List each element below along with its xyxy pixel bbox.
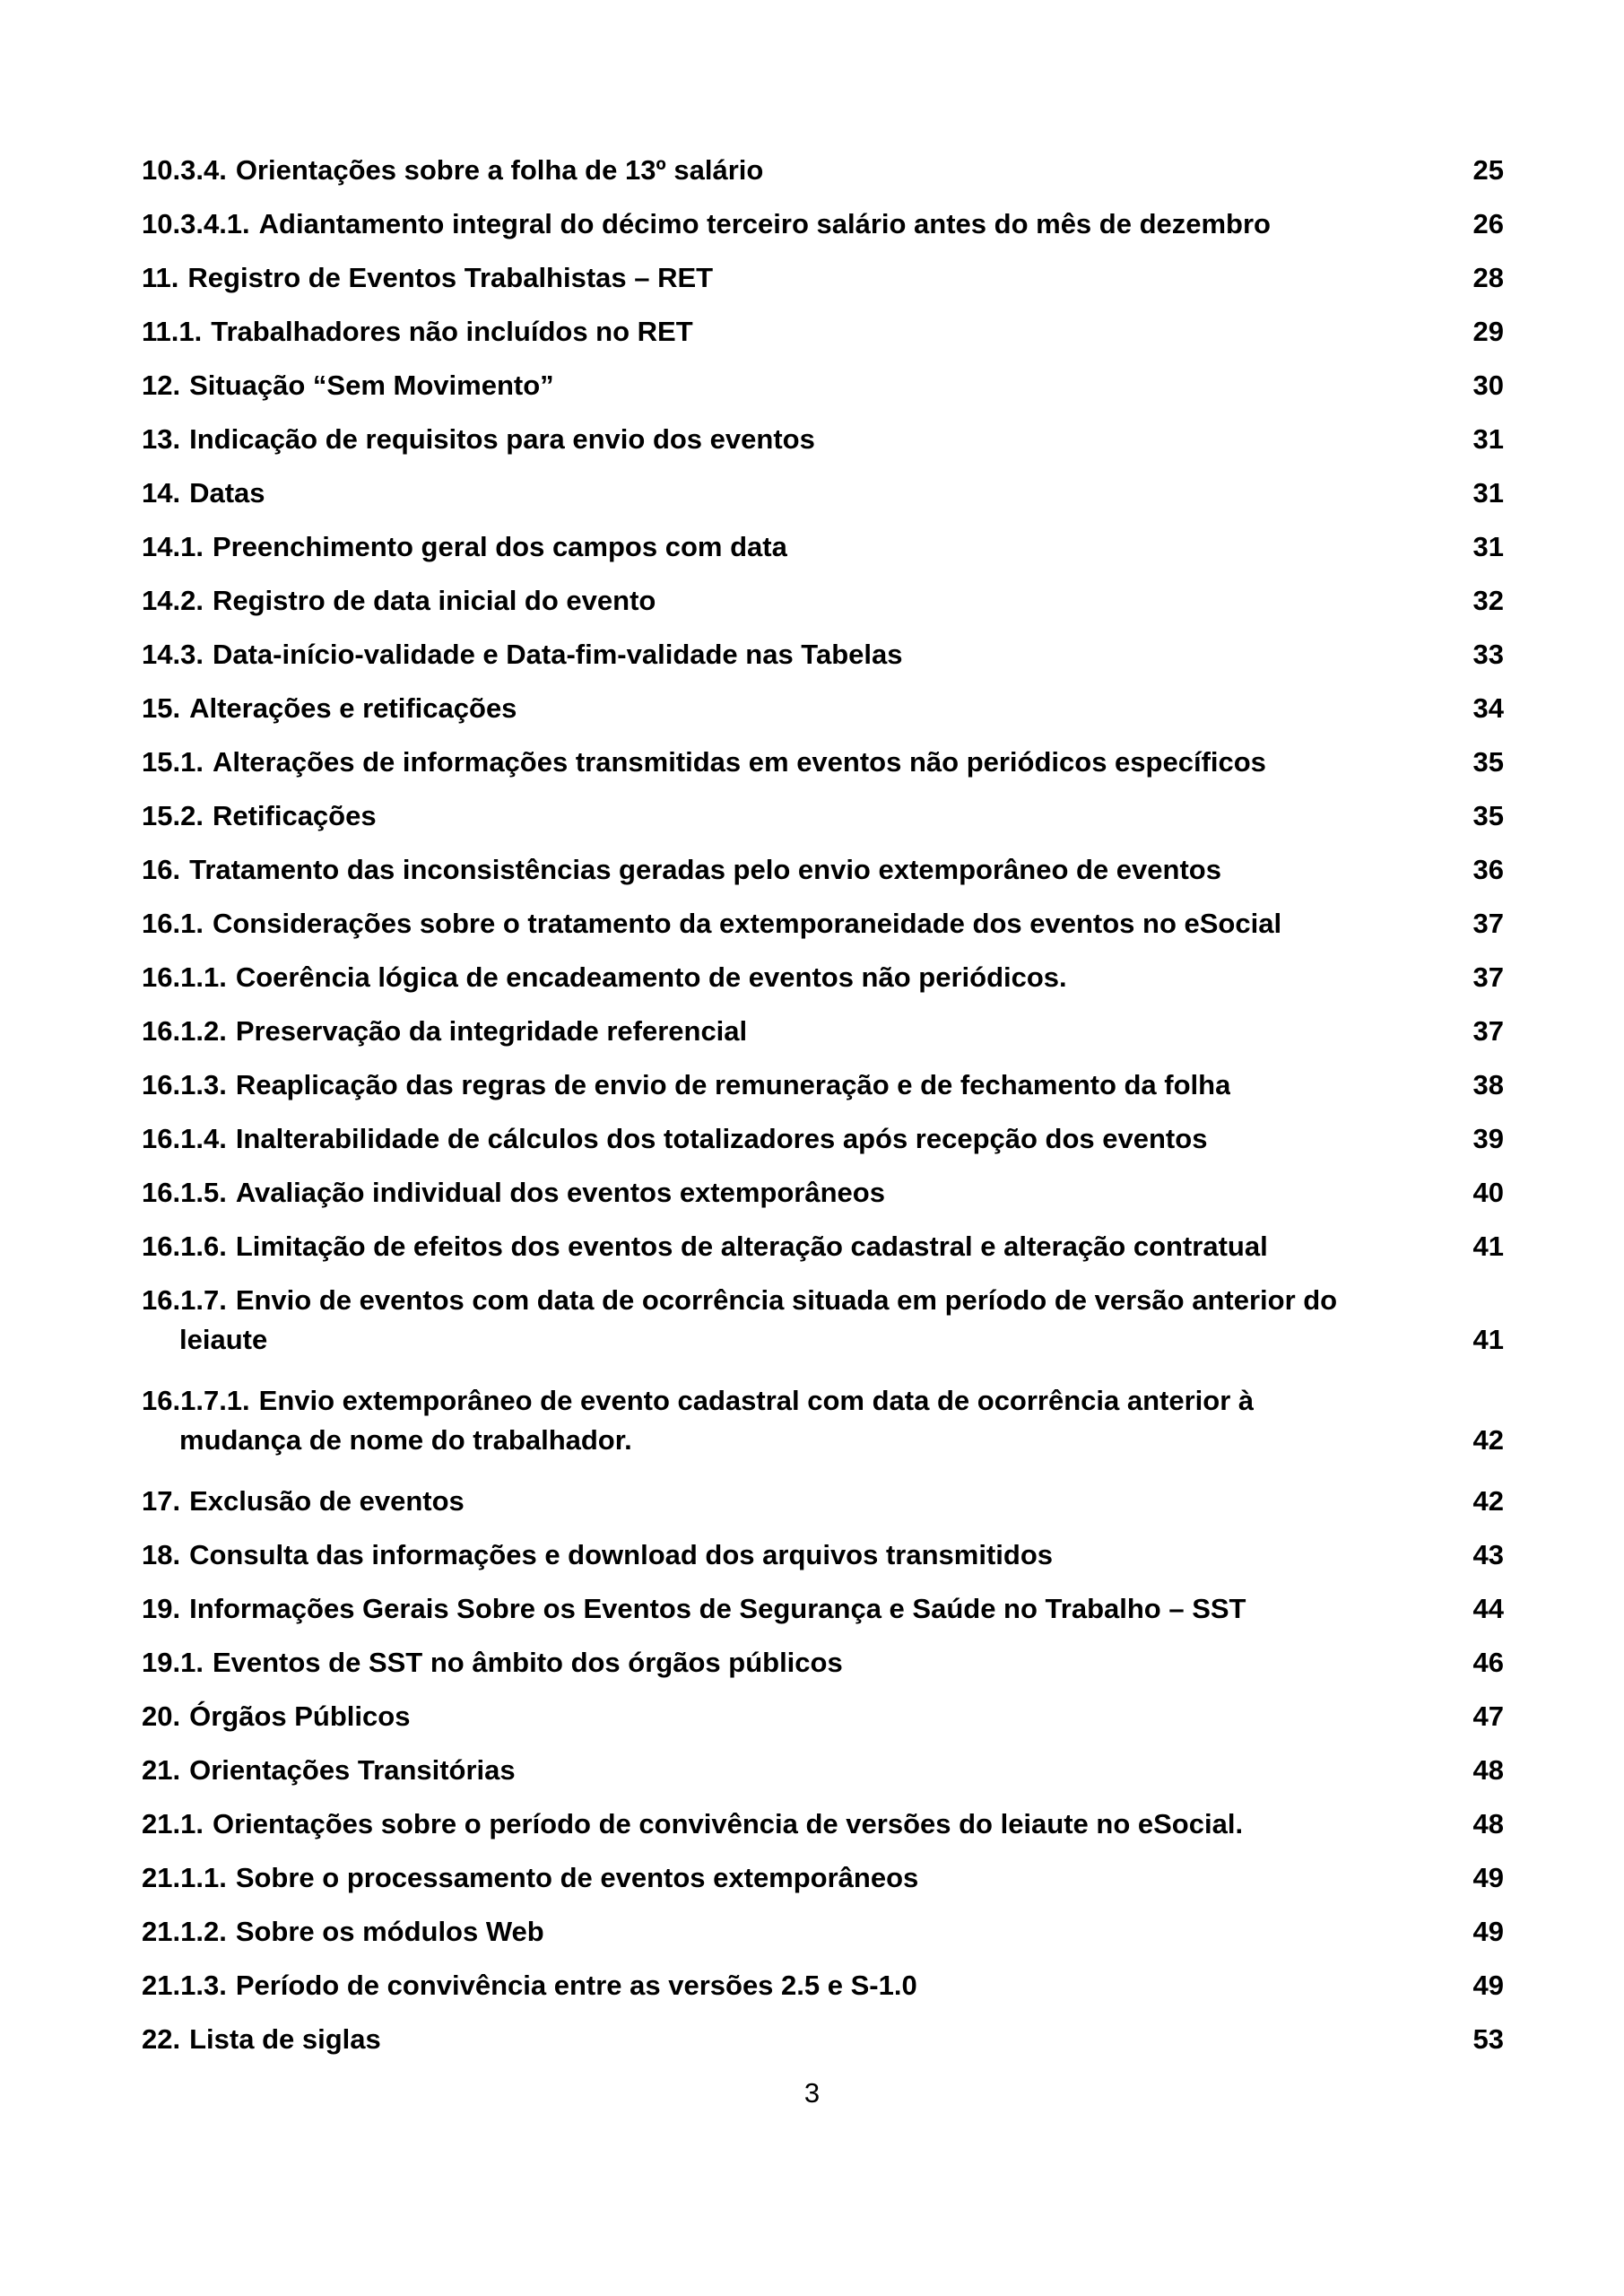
toc-entry-title: Período de convivência entre as versões 2.5 e S-1.0 [235, 1970, 917, 2001]
dot-leader [548, 1940, 1461, 1941]
toc-entry-page: 40 [1472, 1177, 1504, 1208]
dot-leader [1071, 986, 1461, 987]
dot-leader [636, 1448, 1461, 1449]
toc-entry-number: 16.1.6. [142, 1231, 227, 1262]
toc-entry-number: 16.1.2. [142, 1015, 227, 1047]
toc-entry-number: 16.1.5. [142, 1177, 227, 1208]
toc-entry-number: 16.1.1. [142, 961, 227, 993]
dot-leader [1270, 770, 1461, 771]
toc-entry[interactable] [142, 197, 1504, 251]
toc-entry[interactable] [142, 1905, 1504, 1959]
toc-entry[interactable] [142, 1636, 1504, 1690]
toc-entry-number: 21. [142, 1754, 181, 1786]
toc-entry-title: Retificações [212, 800, 377, 831]
toc-entry[interactable] [142, 144, 1504, 197]
toc-entry[interactable] [142, 1959, 1504, 2013]
toc-entry-title: Envio extemporâneo de evento cadastral com data de ocorrência anterior à [258, 1385, 1255, 1416]
toc-entry-title: Orientações Transitórias [189, 1754, 516, 1786]
toc-entry-number: 10.3.4.1. [142, 208, 250, 239]
toc-entry-title: Preenchimento geral dos campos com data [212, 531, 787, 562]
toc-entry-page: 44 [1472, 1593, 1504, 1624]
toc-entry-page: 34 [1472, 692, 1504, 724]
toc-entry-number: 21.1.3. [142, 1970, 227, 2001]
toc-entry[interactable] [142, 1281, 1504, 1374]
page-number: 3 [803, 2077, 821, 2109]
toc-entry-number: 16.1. [142, 908, 204, 939]
toc-entry-number: 16.1.7.1. [142, 1385, 250, 1416]
toc-entry-page: 31 [1472, 531, 1504, 562]
toc-entry-number: 11. [142, 262, 179, 293]
dot-leader [697, 340, 1461, 341]
toc-entry-page: 25 [1472, 154, 1504, 186]
dot-leader [468, 1509, 1461, 1510]
dot-leader [1272, 1255, 1461, 1256]
toc-entry-page: 37 [1472, 961, 1504, 993]
toc-entry[interactable] [142, 682, 1504, 735]
toc-entry-page: 42 [1472, 1424, 1504, 1456]
toc-entry-page: 35 [1472, 800, 1504, 831]
toc-entry-page: 28 [1472, 262, 1504, 293]
toc-entry-page: 35 [1472, 746, 1504, 778]
toc-entry-title: Informações Gerais Sobre os Eventos de Segurança e Saúde no Trabalho – SST [189, 1593, 1246, 1624]
toc-entry-page: 49 [1472, 1862, 1504, 1893]
toc-entry-title: Sobre os módulos Web [235, 1916, 544, 1947]
toc-entry-page: 31 [1472, 423, 1504, 455]
toc-entry[interactable] [142, 413, 1504, 466]
toc-entry-number: 16.1.7. [142, 1284, 227, 1316]
toc-entry-number: 21.1.2. [142, 1916, 227, 1947]
toc-entry-page: 32 [1472, 585, 1504, 616]
toc-entry[interactable] [142, 305, 1504, 359]
toc-entry-title: Lista de siglas [189, 2023, 381, 2055]
toc-entry[interactable] [142, 466, 1504, 520]
toc-entry[interactable] [142, 1058, 1504, 1112]
toc-entry-page: 31 [1472, 477, 1504, 509]
toc-entry-title: Alterações de informações transmitidas em eventos não periódicos específicos [212, 746, 1266, 778]
toc-entry-number: 11.1. [142, 316, 203, 347]
toc-entry-title: Trabalhadores não incluídos no RET [211, 316, 693, 347]
toc-entry-number: 15.1. [142, 746, 204, 778]
toc-entry-title: Sobre o processamento de eventos extemporâneos [235, 1862, 919, 1893]
dot-leader [1056, 1563, 1461, 1564]
toc-entry-page: 53 [1472, 2023, 1504, 2055]
dot-leader [847, 1671, 1461, 1672]
toc-entry-number: 14.2. [142, 585, 204, 616]
toc-entry-page: 43 [1472, 1539, 1504, 1570]
toc-entry-page: 47 [1472, 1700, 1504, 1732]
toc-entry-number: 18. [142, 1539, 181, 1570]
toc-entry-number: 14.1. [142, 531, 204, 562]
dot-leader [520, 717, 1461, 718]
toc-entry-page: 38 [1472, 1069, 1504, 1100]
toc-entry-number: 16.1.3. [142, 1069, 227, 1100]
dot-leader [558, 394, 1461, 395]
toc-entry[interactable] [142, 2013, 1504, 2066]
toc-entry-page: 49 [1472, 1916, 1504, 1947]
toc-entry-title: Situação “Sem Movimento” [189, 370, 554, 401]
dot-leader [921, 1994, 1461, 1995]
toc-entry-title: Data-início-validade e Data-fim-validade nas Tabelas [212, 639, 903, 670]
dot-leader [1250, 1617, 1462, 1618]
toc-entry-page: 26 [1472, 208, 1504, 239]
toc-entry-page: 42 [1472, 1485, 1504, 1517]
toc-entry-number: 15.2. [142, 800, 204, 831]
toc-entry-title: Orientações sobre a folha de 13º salário [235, 154, 764, 186]
toc-entry-page: 39 [1472, 1123, 1504, 1154]
toc-entry-title: Coerência lógica de encadeamento de eventos não periódicos. [235, 961, 1067, 993]
toc-entry-number: 22. [142, 2023, 181, 2055]
dot-leader [380, 824, 1461, 825]
toc-entry[interactable] [142, 1797, 1504, 1851]
toc-entry-title: Registro de data inicial do evento [212, 585, 656, 616]
toc-entry[interactable] [142, 574, 1504, 628]
toc-entry[interactable] [142, 1582, 1504, 1636]
dot-leader [767, 178, 1461, 179]
toc-entry-title: Consulta das informações e download dos arquivos transmitidos [189, 1539, 1054, 1570]
toc-entry-number: 10.3.4. [142, 154, 227, 186]
dot-leader [1211, 1147, 1461, 1148]
toc-entry-page: 29 [1472, 316, 1504, 347]
toc-entry[interactable] [142, 1004, 1504, 1058]
toc-entry-number: 20. [142, 1700, 181, 1732]
toc-entry[interactable] [142, 1112, 1504, 1166]
toc-entry-number: 14.3. [142, 639, 204, 670]
dot-leader [271, 1348, 1461, 1349]
toc-entry[interactable] [142, 520, 1504, 574]
toc-entry-page: 48 [1472, 1808, 1504, 1839]
toc-entry-title: Tratamento das inconsistências geradas pelo envio extemporâneo de eventos [189, 854, 1221, 885]
toc-entry-page: 33 [1472, 639, 1504, 670]
toc-entry[interactable] [142, 735, 1504, 789]
toc-entry-title: Limitação de efeitos dos eventos de alteração cadastral e alteração contratual [235, 1231, 1268, 1262]
toc-entry[interactable] [142, 628, 1504, 682]
toc-entry-title: Exclusão de eventos [189, 1485, 465, 1517]
toc-entry-title: Inalterabilidade de cálculos dos totalizadores após recepção dos eventos [235, 1123, 1208, 1154]
toc-entry-title-continued: mudança de nome do trabalhador. [179, 1424, 632, 1456]
toc-entry-number: 16.1.4. [142, 1123, 227, 1154]
toc-entry[interactable] [142, 1220, 1504, 1274]
toc-entry[interactable] [142, 1528, 1504, 1582]
toc-entry-page: 30 [1472, 370, 1504, 401]
toc-entry-page: 48 [1472, 1754, 1504, 1786]
dot-leader [791, 555, 1461, 556]
toc-entry-title: Adiantamento integral do décimo terceiro salário antes do mês de dezembro [258, 208, 1271, 239]
toc-entry-title: Reaplicação das regras de envio de remuneração e de fechamento da folha [235, 1069, 1231, 1100]
dot-leader [413, 1725, 1461, 1726]
toc-entry-page: 49 [1472, 1970, 1504, 2001]
toc-entry-number: 13. [142, 423, 181, 455]
toc-entry[interactable] [142, 251, 1504, 305]
dot-leader [1234, 1093, 1461, 1094]
toc-entry-title: Registro de Eventos Trabalhistas – RET [187, 262, 714, 293]
toc-entry-page: 37 [1472, 908, 1504, 939]
dot-leader [906, 663, 1461, 664]
table-of-contents [142, 144, 1504, 2066]
toc-entry-title: Alterações e retificações [189, 692, 517, 724]
toc-entry[interactable] [142, 1851, 1504, 1905]
dot-leader [1285, 932, 1461, 933]
dot-leader [751, 1039, 1461, 1040]
toc-entry[interactable] [142, 1474, 1504, 1528]
toc-entry[interactable] [142, 897, 1504, 951]
toc-entry-title: Indicação de requisitos para envio dos eventos [189, 423, 815, 455]
toc-entry-number: 14. [142, 477, 181, 509]
toc-entry-number: 16. [142, 854, 181, 885]
toc-entry-title: Preservação da integridade referencial [235, 1015, 748, 1047]
toc-entry[interactable] [142, 789, 1504, 843]
toc-entry-number: 21.1. [142, 1808, 204, 1839]
dot-leader [1274, 232, 1461, 233]
toc-entry-title: Envio de eventos com data de ocorrência situada em período de versão anterior do [235, 1284, 1338, 1316]
toc-entry[interactable] [142, 1166, 1504, 1220]
toc-entry-title-continued: leiaute [179, 1324, 268, 1355]
toc-entry-title: Órgãos Públicos [189, 1700, 411, 1732]
toc-entry[interactable] [142, 843, 1504, 897]
toc-entry-page: 41 [1472, 1231, 1504, 1262]
dot-leader [1246, 1832, 1461, 1833]
dot-leader [716, 286, 1461, 287]
toc-entry-title: Datas [189, 477, 265, 509]
toc-entry-number: 15. [142, 692, 181, 724]
dot-leader [922, 1886, 1461, 1887]
toc-entry[interactable] [142, 1744, 1504, 1797]
toc-entry-title: Avaliação individual dos eventos extemporâneos [235, 1177, 885, 1208]
toc-entry-number: 19. [142, 1593, 181, 1624]
toc-entry[interactable] [142, 1690, 1504, 1744]
toc-entry[interactable] [142, 951, 1504, 1004]
toc-entry[interactable] [142, 359, 1504, 413]
toc-entry[interactable] [142, 1381, 1504, 1474]
dot-leader [889, 1201, 1461, 1202]
toc-entry-number: 19.1. [142, 1647, 204, 1678]
toc-entry-title: Eventos de SST no âmbito dos órgãos públicos [212, 1647, 843, 1678]
dot-leader [269, 501, 1461, 502]
dot-leader [1225, 878, 1461, 879]
toc-entry-page: 37 [1472, 1015, 1504, 1047]
toc-entry-page: 41 [1472, 1324, 1504, 1355]
toc-entry-number: 17. [142, 1485, 181, 1517]
toc-entry-number: 21.1.1. [142, 1862, 227, 1893]
toc-entry-title: Orientações sobre o período de convivência de versões do leiaute no eSocial. [212, 1808, 1244, 1839]
dot-leader [659, 609, 1461, 610]
toc-entry-page: 46 [1472, 1647, 1504, 1678]
toc-entry-number: 12. [142, 370, 181, 401]
toc-entry-title: Considerações sobre o tratamento da extemporaneidade dos eventos no eSocial [212, 908, 1282, 939]
toc-entry-page: 36 [1472, 854, 1504, 885]
